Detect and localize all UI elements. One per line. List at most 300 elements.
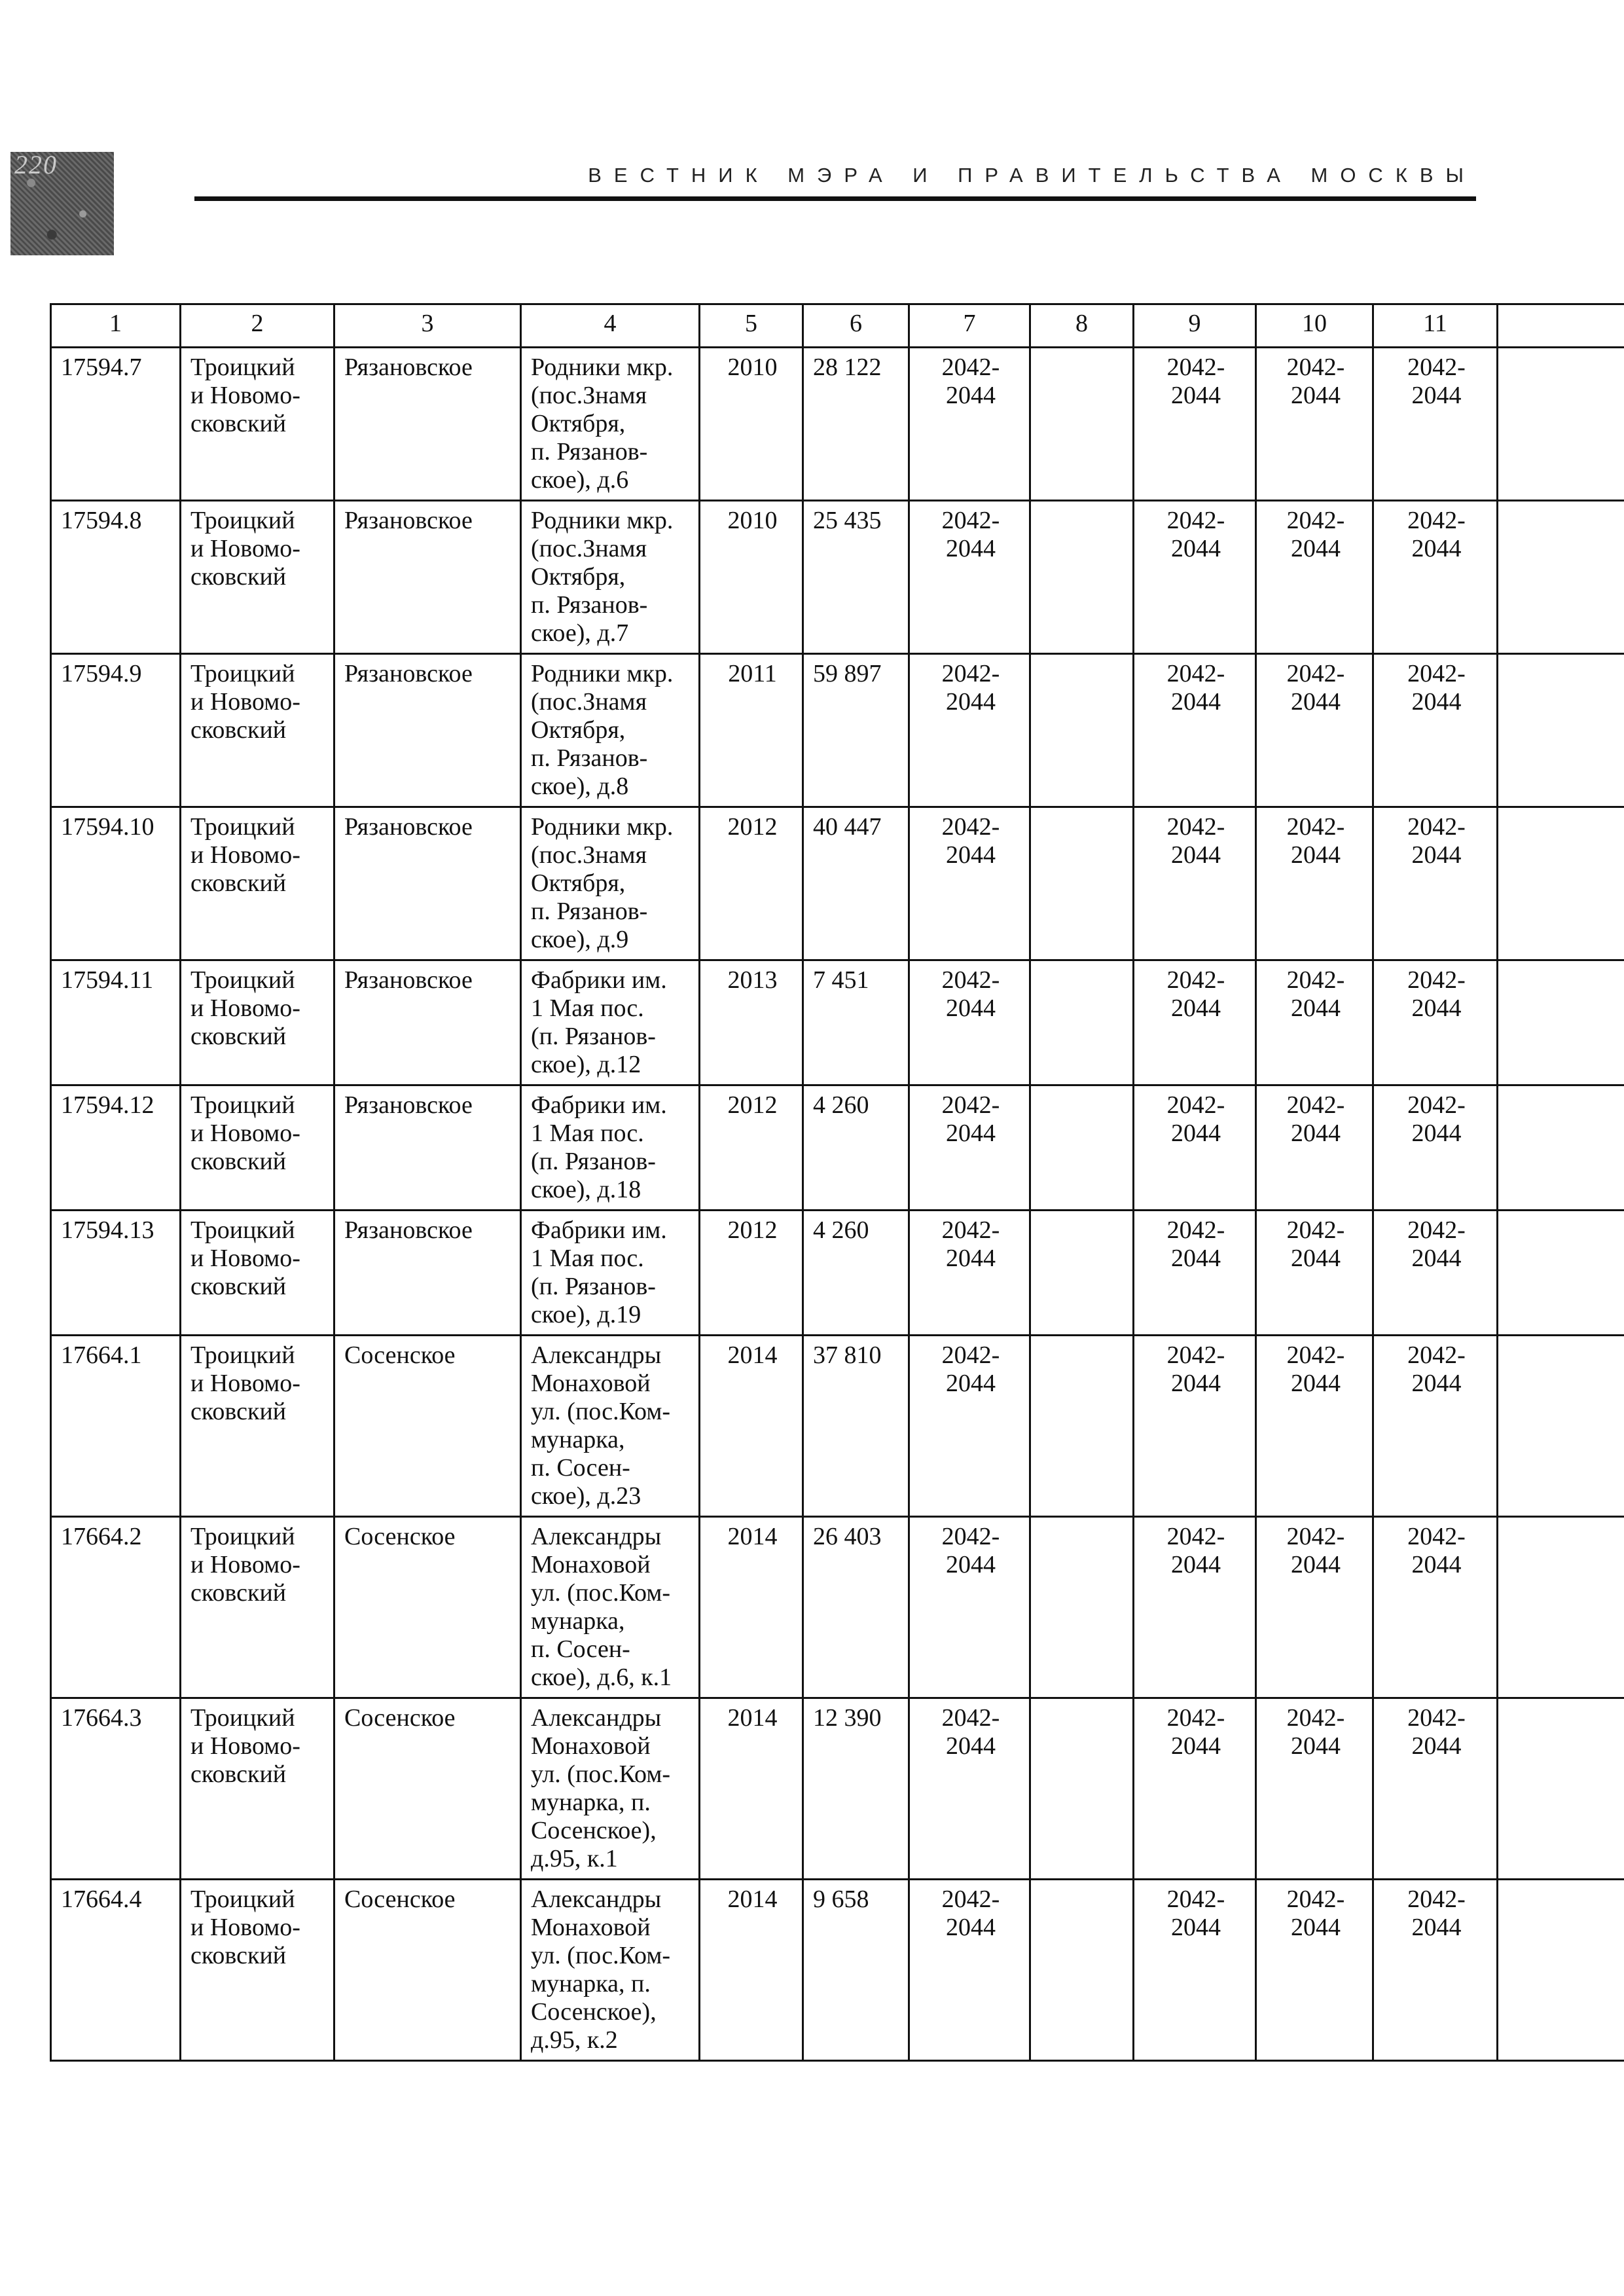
- cell-line: 1 Мая пос.: [531, 994, 644, 1022]
- cell-line: 2042-: [1407, 507, 1466, 534]
- table-row: [51, 807, 1624, 960]
- cell-line: мунарка, п.: [531, 1789, 651, 1816]
- cell-line: 2044: [1411, 535, 1462, 562]
- table-cell: 17594.10: [51, 807, 181, 960]
- cell-line: Троицкий: [190, 354, 295, 381]
- cell-line: Монаховой: [531, 1732, 651, 1760]
- cell-line: 2044: [1171, 1120, 1221, 1147]
- table-cell: [1134, 1336, 1256, 1517]
- table-cell: [1373, 501, 1498, 654]
- cell-line: ское), д.12: [531, 1051, 641, 1078]
- cell-line: 2042-: [1286, 813, 1345, 841]
- table-cell: Рязановское: [334, 501, 521, 654]
- cell-line: 2044: [1411, 688, 1462, 716]
- cell-line: Монаховой: [531, 1551, 651, 1578]
- cell-line: 2044: [1171, 1732, 1221, 1760]
- cell-line: Троицкий: [190, 1523, 295, 1550]
- table-cell: [181, 1336, 334, 1517]
- table-cell: 37 810: [803, 1336, 909, 1517]
- table-cell: [909, 1880, 1030, 2061]
- table-cell: [181, 654, 334, 807]
- cell-line: Фабрики им.: [531, 1091, 667, 1119]
- cell-line: 2044: [1171, 1914, 1221, 1941]
- cell-line: 2042-: [1166, 1216, 1225, 1244]
- cell-line: 2042-: [1166, 813, 1225, 841]
- cell-line: 2044: [946, 1120, 996, 1147]
- table-cell: Рязановское: [334, 348, 521, 501]
- cell-line: 2044: [1171, 382, 1221, 409]
- cell-line: и Новомо-: [190, 535, 300, 562]
- table-cell: 40 447: [803, 807, 909, 960]
- table-row: [51, 1698, 1624, 1880]
- table-cell: [1498, 348, 1624, 501]
- table-cell: [1030, 348, 1134, 501]
- table-cell: Рязановское: [334, 654, 521, 807]
- table-cell: 17594.12: [51, 1085, 181, 1211]
- table-cell: [1373, 1698, 1498, 1880]
- cell-line: ское), д.6: [531, 466, 629, 494]
- table-cell: [909, 960, 1030, 1085]
- cell-line: 2044: [1291, 994, 1341, 1022]
- table-cell: [1134, 807, 1256, 960]
- table-row: [51, 501, 1624, 654]
- cell-line: Родники мкр.: [531, 354, 674, 381]
- table-cell: [1030, 807, 1134, 960]
- cell-line: 2044: [1411, 1245, 1462, 1272]
- table-row: [51, 348, 1624, 501]
- table-row: [51, 1085, 1624, 1211]
- cell-line: 2044: [946, 841, 996, 869]
- table-cell: [1134, 1085, 1256, 1211]
- table-cell: 25 435: [803, 501, 909, 654]
- cell-line: 2042-: [1407, 354, 1466, 381]
- table-cell: 2014: [700, 1517, 803, 1698]
- cell-line: Фабрики им.: [531, 966, 667, 994]
- table-cell: [1030, 1211, 1134, 1336]
- column-header: 7: [909, 304, 1030, 348]
- cell-line: Троицкий: [190, 1216, 295, 1244]
- cell-line: 2044: [946, 688, 996, 716]
- table-cell: [1498, 501, 1624, 654]
- table-cell: Сосенское: [334, 1698, 521, 1880]
- cell-line: 2042-: [941, 1341, 1000, 1369]
- table-cell: Рязановское: [334, 960, 521, 1085]
- cell-line: 2044: [1171, 1245, 1221, 1272]
- table-cell: [909, 1085, 1030, 1211]
- cell-line: ское), д.7: [531, 619, 629, 647]
- table-cell: 4 260: [803, 1085, 909, 1211]
- table-cell: 17664.4: [51, 1880, 181, 2061]
- cell-line: ское), д.6, к.1: [531, 1664, 672, 1691]
- cell-line: 2042-: [941, 354, 1000, 381]
- column-header: 5: [700, 304, 803, 348]
- cell-line: 2042-: [1286, 1216, 1345, 1244]
- cell-line: Октября,: [531, 563, 626, 591]
- cell-line: ское), д.9: [531, 926, 629, 953]
- table-cell: [521, 960, 700, 1085]
- table-cell: 7 451: [803, 960, 909, 1085]
- table-cell: [1498, 1698, 1624, 1880]
- cell-line: 2042-: [941, 1216, 1000, 1244]
- cell-line: мунарка,: [531, 1607, 625, 1635]
- cell-line: 2042-: [1166, 1704, 1225, 1732]
- table-cell: [1256, 1698, 1373, 1880]
- table-cell: [1373, 1211, 1498, 1336]
- cell-line: и Новомо-: [190, 994, 300, 1022]
- table-cell: 2012: [700, 1211, 803, 1336]
- cell-line: и Новомо-: [190, 1120, 300, 1147]
- table-cell: [909, 1517, 1030, 1698]
- table-cell: [1373, 1085, 1498, 1211]
- table-cell: [181, 807, 334, 960]
- column-header: 4: [521, 304, 700, 348]
- table-cell: 2011: [700, 654, 803, 807]
- table-cell: Рязановское: [334, 1211, 521, 1336]
- table-cell: 17664.1: [51, 1336, 181, 1517]
- cell-line: 2044: [1171, 1370, 1221, 1397]
- table-cell: [1134, 1698, 1256, 1880]
- table-cell: 17664.2: [51, 1517, 181, 1698]
- cell-line: Троицкий: [190, 813, 295, 841]
- table-cell: [1256, 1517, 1373, 1698]
- column-header: [1498, 304, 1624, 348]
- table-cell: [909, 1698, 1030, 1880]
- cell-line: 2042-: [941, 1704, 1000, 1732]
- table-cell: [521, 654, 700, 807]
- cell-line: Сосенское),: [531, 1998, 657, 2026]
- table-cell: [181, 1085, 334, 1211]
- table-cell: [521, 348, 700, 501]
- table-cell: [1256, 960, 1373, 1085]
- cell-line: п. Рязанов-: [531, 744, 648, 772]
- table-cell: [1256, 654, 1373, 807]
- cell-line: сковский: [190, 1398, 287, 1425]
- table-cell: [181, 1211, 334, 1336]
- cell-line: 2044: [946, 382, 996, 409]
- table-cell: [181, 1698, 334, 1880]
- cell-line: 2042-: [1166, 1091, 1225, 1119]
- table-cell: [1256, 1085, 1373, 1211]
- column-header: 1: [51, 304, 181, 348]
- cell-line: 2042-: [1166, 966, 1225, 994]
- table-cell: [181, 501, 334, 654]
- cell-line: 2042-: [1286, 354, 1345, 381]
- cell-line: (п. Рязанов-: [531, 1023, 656, 1050]
- table-cell: [1134, 348, 1256, 501]
- column-header: 8: [1030, 304, 1134, 348]
- cell-line: Монаховой: [531, 1370, 651, 1397]
- cell-line: Александры: [531, 1704, 662, 1732]
- cell-line: сковский: [190, 1148, 287, 1175]
- cell-line: 2042-: [1407, 813, 1466, 841]
- cell-line: Троицкий: [190, 1091, 295, 1119]
- cell-line: мунарка,: [531, 1426, 625, 1453]
- table-cell: [1134, 1211, 1256, 1336]
- cell-line: п. Сосен-: [531, 1635, 630, 1663]
- cell-line: (пос.Знамя: [531, 841, 647, 869]
- cell-line: 2044: [1291, 1914, 1341, 1941]
- cell-line: п. Сосен-: [531, 1454, 630, 1482]
- header-rule: [194, 196, 1476, 201]
- cell-line: Октября,: [531, 410, 626, 437]
- table-cell: 59 897: [803, 654, 909, 807]
- table-row: [51, 1336, 1624, 1517]
- cell-line: 2042-: [941, 507, 1000, 534]
- table-cell: 17594.7: [51, 348, 181, 501]
- table-cell: Сосенское: [334, 1336, 521, 1517]
- cell-line: 2042-: [1166, 1341, 1225, 1369]
- cell-line: 2042-: [1407, 1341, 1466, 1369]
- page-number: 220: [14, 152, 58, 179]
- table-cell: [909, 501, 1030, 654]
- table-cell: [521, 1880, 700, 2061]
- cell-line: 2044: [1291, 841, 1341, 869]
- table-cell: [1030, 1517, 1134, 1698]
- cell-line: Родники мкр.: [531, 660, 674, 687]
- cell-line: и Новомо-: [190, 1551, 300, 1578]
- cell-line: (пос.Знамя: [531, 382, 647, 409]
- cell-line: Троицкий: [190, 1341, 295, 1369]
- table-cell: [1373, 1880, 1498, 2061]
- table-cell: 28 122: [803, 348, 909, 501]
- table-cell: [909, 348, 1030, 501]
- table-cell: [1256, 1880, 1373, 2061]
- cell-line: п. Рязанов-: [531, 898, 648, 925]
- table-cell: 2010: [700, 501, 803, 654]
- table-cell: [521, 1517, 700, 1698]
- cell-line: Александры: [531, 1341, 662, 1369]
- table-cell: Сосенское: [334, 1517, 521, 1698]
- table-cell: 2014: [700, 1336, 803, 1517]
- cell-line: сковский: [190, 563, 287, 591]
- cell-line: (п. Рязанов-: [531, 1273, 656, 1300]
- cell-line: 2044: [946, 1732, 996, 1760]
- cell-line: Родники мкр.: [531, 813, 674, 841]
- table-cell: [1030, 1698, 1134, 1880]
- cell-line: Фабрики им.: [531, 1216, 667, 1244]
- cell-line: 2042-: [1166, 507, 1225, 534]
- cell-line: 2042-: [1286, 1091, 1345, 1119]
- cell-line: 2044: [946, 1370, 996, 1397]
- cell-line: 2042-: [941, 660, 1000, 687]
- cell-line: 2044: [1171, 535, 1221, 562]
- table-cell: [1373, 654, 1498, 807]
- cell-line: 2044: [1411, 382, 1462, 409]
- cell-line: сковский: [190, 716, 287, 744]
- cell-line: 1 Мая пос.: [531, 1245, 644, 1272]
- cell-line: и Новомо-: [190, 1914, 300, 1941]
- table-cell: [909, 654, 1030, 807]
- cell-line: сковский: [190, 869, 287, 897]
- table-cell: [1498, 960, 1624, 1085]
- table-cell: [1030, 960, 1134, 1085]
- cell-line: ул. (пос.Ком-: [531, 1579, 671, 1607]
- column-header: 11: [1373, 304, 1498, 348]
- table-cell: [1498, 1336, 1624, 1517]
- cell-line: ул. (пос.Ком-: [531, 1942, 671, 1969]
- cell-line: 2044: [1171, 841, 1221, 869]
- table-cell: [521, 1085, 700, 1211]
- cell-line: Октября,: [531, 869, 626, 897]
- cell-line: 2042-: [1407, 1216, 1466, 1244]
- table-cell: 17594.8: [51, 501, 181, 654]
- table-cell: 17594.13: [51, 1211, 181, 1336]
- cell-line: 2044: [1171, 994, 1221, 1022]
- cell-line: 2044: [1171, 688, 1221, 716]
- table-cell: [1030, 654, 1134, 807]
- cell-line: 2042-: [941, 1091, 1000, 1119]
- table-cell: 17594.9: [51, 654, 181, 807]
- data-table: [50, 303, 1624, 2062]
- table-cell: [1134, 1880, 1256, 2061]
- cell-line: 2044: [1291, 1245, 1341, 1272]
- table-row: [51, 1880, 1624, 2061]
- cell-line: и Новомо-: [190, 1370, 300, 1397]
- cell-line: Октября,: [531, 716, 626, 744]
- table-cell: Рязановское: [334, 1085, 521, 1211]
- cell-line: 2042-: [1407, 1704, 1466, 1732]
- cell-line: и Новомо-: [190, 1732, 300, 1760]
- table-cell: [1030, 1880, 1134, 2061]
- table-cell: [1134, 501, 1256, 654]
- cell-line: 2044: [1291, 1551, 1341, 1578]
- table-cell: 26 403: [803, 1517, 909, 1698]
- table-cell: Сосенское: [334, 1880, 521, 2061]
- table-cell: [1256, 348, 1373, 501]
- cell-line: и Новомо-: [190, 382, 300, 409]
- cell-line: 2042-: [941, 1523, 1000, 1550]
- cell-line: 2042-: [1286, 1523, 1345, 1550]
- cell-line: 2044: [1411, 1370, 1462, 1397]
- cell-line: 2042-: [1407, 966, 1466, 994]
- table-cell: [1134, 654, 1256, 807]
- table-header-row: [51, 304, 1624, 348]
- cell-line: ул. (пос.Ком-: [531, 1398, 671, 1425]
- cell-line: ское), д.23: [531, 1482, 641, 1510]
- cell-line: 2044: [1291, 535, 1341, 562]
- table-cell: 17594.11: [51, 960, 181, 1085]
- cell-line: 2042-: [1166, 354, 1225, 381]
- table-cell: [521, 1698, 700, 1880]
- cell-line: Троицкий: [190, 507, 295, 534]
- column-header: 3: [334, 304, 521, 348]
- cell-line: и Новомо-: [190, 688, 300, 716]
- table-cell: [521, 1211, 700, 1336]
- cell-line: 2044: [1411, 1551, 1462, 1578]
- column-header: 9: [1134, 304, 1256, 348]
- table-cell: [1498, 654, 1624, 807]
- cell-line: 2042-: [1286, 1341, 1345, 1369]
- cell-line: 2044: [946, 535, 996, 562]
- cell-line: п. Рязанов-: [531, 438, 648, 465]
- table-cell: 9 658: [803, 1880, 909, 2061]
- cell-line: 2044: [946, 994, 996, 1022]
- table-cell: [1498, 1517, 1624, 1698]
- table-cell: [1373, 1517, 1498, 1698]
- journal-title: ВЕСТНИК МЭРА И ПРАВИТЕЛЬСТВА МОСКВЫ: [588, 164, 1476, 187]
- table-cell: [1256, 807, 1373, 960]
- cell-line: 1 Мая пос.: [531, 1120, 644, 1147]
- cell-line: 2042-: [941, 966, 1000, 994]
- cell-line: (п. Рязанов-: [531, 1148, 656, 1175]
- cell-line: 2044: [1411, 994, 1462, 1022]
- cell-line: сковский: [190, 1579, 287, 1607]
- table-cell: [1498, 807, 1624, 960]
- cell-line: Троицкий: [190, 1886, 295, 1913]
- cell-line: Троицкий: [190, 966, 295, 994]
- table-cell: [1134, 1517, 1256, 1698]
- table-cell: 2010: [700, 348, 803, 501]
- cell-line: 2042-: [1407, 1523, 1466, 1550]
- table-cell: [1256, 1336, 1373, 1517]
- cell-line: сковский: [190, 1942, 287, 1969]
- cell-line: 2044: [1411, 841, 1462, 869]
- table-cell: 2014: [700, 1880, 803, 2061]
- cell-line: ул. (пос.Ком-: [531, 1760, 671, 1788]
- table-cell: [1498, 1880, 1624, 2061]
- table-cell: [909, 1336, 1030, 1517]
- cell-line: 2042-: [1286, 1886, 1345, 1913]
- table-cell: [1373, 807, 1498, 960]
- table-cell: [181, 1880, 334, 2061]
- table-cell: 12 390: [803, 1698, 909, 1880]
- table-cell: 2012: [700, 1085, 803, 1211]
- column-header: 10: [1256, 304, 1373, 348]
- cell-line: 2042-: [1286, 507, 1345, 534]
- cell-line: 2044: [1411, 1120, 1462, 1147]
- table-cell: [1373, 960, 1498, 1085]
- cell-line: д.95, к.2: [531, 2026, 618, 2054]
- cell-line: (пос.Знамя: [531, 535, 647, 562]
- cell-line: 2044: [946, 1551, 996, 1578]
- table-cell: 17664.3: [51, 1698, 181, 1880]
- cell-line: и Новомо-: [190, 841, 300, 869]
- cell-line: Монаховой: [531, 1914, 651, 1941]
- table-cell: [1373, 348, 1498, 501]
- table-cell: [1256, 1211, 1373, 1336]
- table-cell: [181, 348, 334, 501]
- cell-line: Александры: [531, 1523, 662, 1550]
- table-cell: [521, 1336, 700, 1517]
- table-cell: [1030, 501, 1134, 654]
- table-row: [51, 960, 1624, 1085]
- table-cell: [181, 1517, 334, 1698]
- cell-line: 2044: [946, 1914, 996, 1941]
- cell-line: сковский: [190, 1760, 287, 1788]
- table-row: [51, 1517, 1624, 1698]
- cell-line: Александры: [531, 1886, 662, 1913]
- cell-line: Троицкий: [190, 1704, 295, 1732]
- cell-line: ское), д.18: [531, 1176, 641, 1203]
- table-cell: 2012: [700, 807, 803, 960]
- cell-line: 2044: [1291, 1370, 1341, 1397]
- table-cell: [909, 1211, 1030, 1336]
- table-row: [51, 654, 1624, 807]
- cell-line: 2044: [946, 1245, 996, 1272]
- cell-line: сковский: [190, 410, 287, 437]
- cell-line: 2042-: [1407, 1091, 1466, 1119]
- table-cell: [521, 807, 700, 960]
- table-cell: [181, 960, 334, 1085]
- cell-line: 2044: [1291, 382, 1341, 409]
- cell-line: и Новомо-: [190, 1245, 300, 1272]
- cell-line: 2042-: [1286, 660, 1345, 687]
- cell-line: п. Рязанов-: [531, 591, 648, 619]
- table-cell: 2013: [700, 960, 803, 1085]
- cell-line: 2044: [1291, 688, 1341, 716]
- table-cell: [1134, 960, 1256, 1085]
- cell-line: Родники мкр.: [531, 507, 674, 534]
